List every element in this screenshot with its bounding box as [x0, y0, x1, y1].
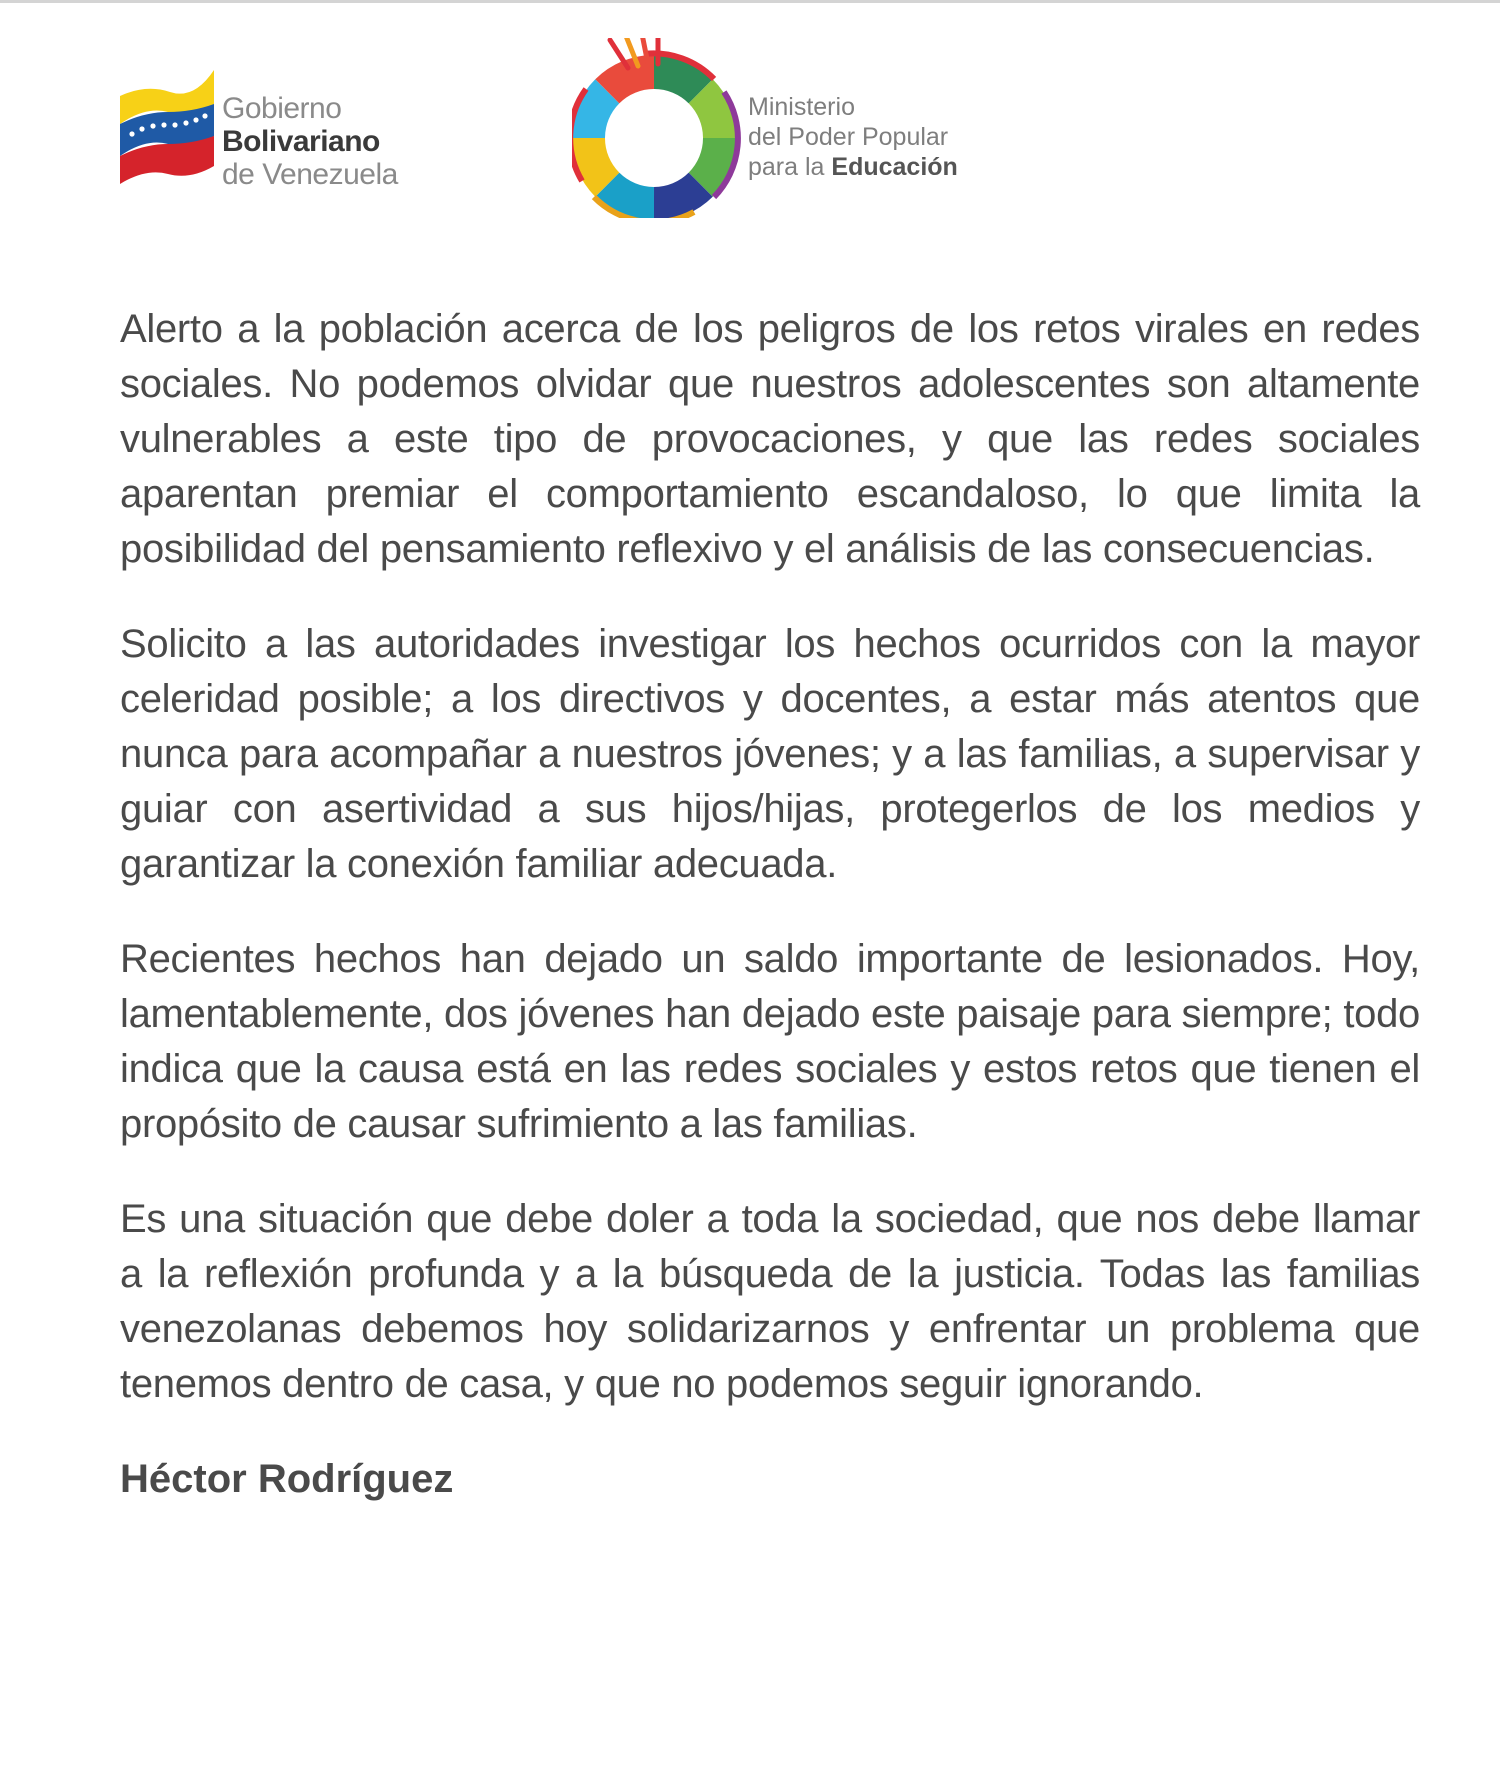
top-divider: [0, 0, 1500, 3]
venezuela-flag-icon: [118, 66, 218, 186]
ministerio-line1: Ministerio: [748, 93, 855, 121]
paragraph-1: Alerto a la población acerca de los peligros de los retos virales en redes sociales. No podemos olvidar que nuestros adolescentes son altamente vulnerables a este tipo de provocaciones, y que las redes sociales aparentan premiar el comportamiento escandaloso, lo que limita la posibilidad del pensamiento reflexivo y el análisis de las consecuencias.: [120, 307, 1420, 571]
paragraph-2: Solicito a las autoridades investigar los hechos ocurridos con la mayor celeridad posible; a los directivos y docentes, a estar más atentos que nunca para acompañar a nuestros jóvenes; y a las familias, a supervisar y guiar con asertividad a sus hijos/hijas, protegerlos de los medios y garantizar la conexión familiar adecuada.: [120, 622, 1420, 886]
gobierno-logo-text: [222, 92, 398, 191]
ministerio-logo-text: [748, 92, 958, 182]
statement-body: [120, 302, 1420, 1507]
gobierno-bolivariano-logo: [118, 66, 438, 196]
paragraph-3: Recientes hechos han dejado un saldo importante de lesionados. Hoy, lamentablemente, dos jóvenes han dejado este paisaje para siempre; todo indica que la causa está en las redes sociales y estos retos que tienen el propósito de causar sufrimiento a las familias.: [120, 937, 1420, 1146]
gobierno-line2: Bolivariano: [222, 125, 380, 158]
paragraph-4: Es una situación que debe doler a toda la sociedad, que nos debe llamar a la reflexión profunda y a la búsqueda de la justicia. Todas las familias venezolanas debemos hoy solidarizarnos y enfrentar un problema que tenemos dentro de casa, y que no podemos seguir ignorando.: [120, 1197, 1420, 1406]
ministerio-ring-icon: [572, 38, 742, 218]
ministerio-educacion-logo: [572, 38, 1012, 218]
signature: Héctor Rodríguez: [120, 1457, 454, 1501]
ministerio-line3-prefix: para la: [748, 153, 832, 181]
gobierno-line1: Gobierno: [222, 92, 342, 125]
ministerio-line3-bold: Educación: [831, 153, 958, 181]
ministerio-line2: del Poder Popular: [748, 123, 949, 151]
ministerio-line3: [748, 152, 958, 182]
gobierno-line3: de Venezuela: [222, 158, 398, 191]
